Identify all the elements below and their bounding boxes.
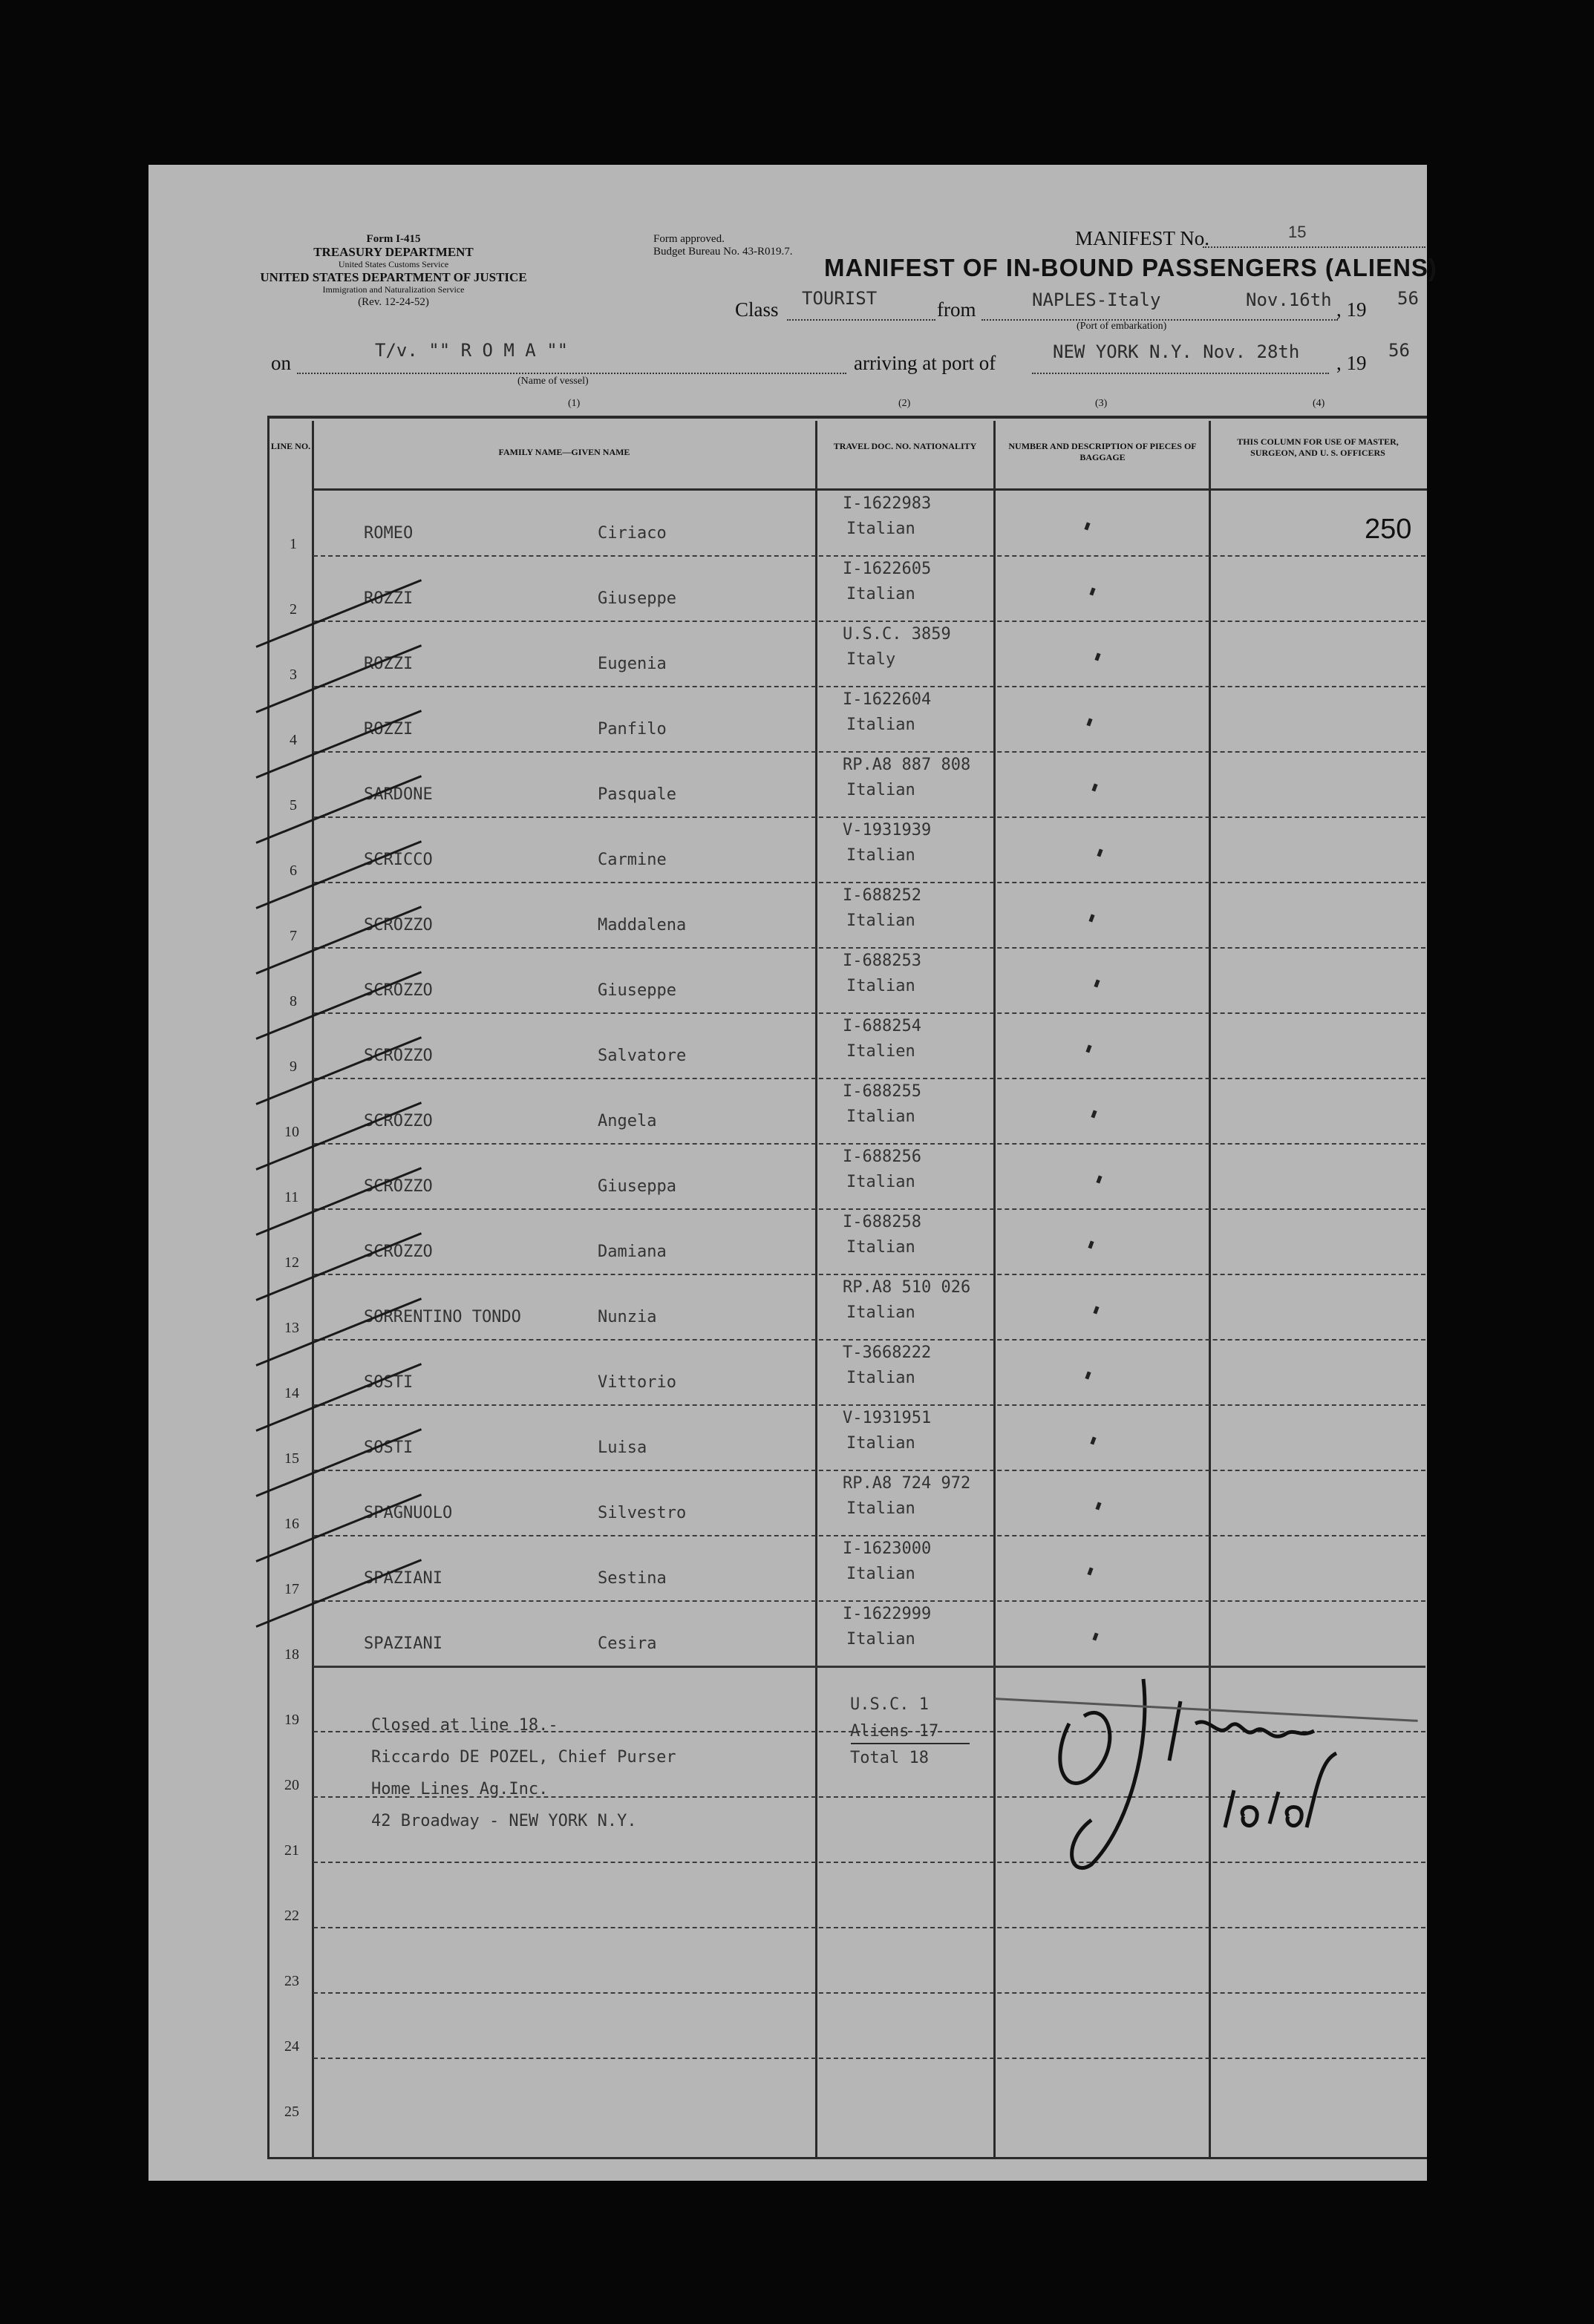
baggage-tick [1097,848,1103,857]
check-mark [255,579,422,648]
treasury-dept: TREASURY DEPARTMENT [313,245,474,259]
baggage-tick [1088,1240,1094,1248]
family-name: SARDONE [364,785,433,804]
from-value: NAPLES-Italy [1032,289,1161,310]
travel-doc-number: RP.A8 510 026 [843,1278,971,1297]
col-officers-header: THIS COLUMN FOR USE OF MASTER, SURGEON, AND U. S. OFFICERS [1237,436,1399,458]
check-mark [255,644,422,713]
row-rule [313,751,1425,753]
given-name: Vittorio [598,1373,676,1392]
ins-service: Immigration and Naturalization Service [322,284,465,295]
check-mark [255,775,422,844]
row-rule [313,1143,1425,1145]
travel-doc-number: I-688254 [843,1017,921,1035]
table-bottom-rule [267,2157,1427,2159]
family-name: SCROZZO [364,1112,433,1130]
customs-service: United States Customs Service [338,259,449,269]
given-name: Damiana [598,1243,667,1261]
officer-number: 250 [1365,514,1412,545]
check-mark [255,971,422,1040]
port-embark-caption: (Port of embarkation) [1077,321,1167,332]
row-rule [313,1927,1425,1928]
row-rule [313,1078,1425,1079]
baggage-tick [1094,652,1100,661]
check-mark [255,840,422,909]
year-label-2: , 19 [1336,352,1367,374]
nationality: Italian [846,1434,915,1453]
baggage-tick [1096,1175,1102,1183]
col-num-4: (4) [1313,398,1325,409]
line-number: 6 [290,863,297,879]
class-value: TOURIST [802,288,878,309]
line-number: 7 [290,928,297,944]
given-name: Silvestro [598,1504,687,1522]
arrival-value: NEW YORK N.Y. Nov. 28th [1053,341,1300,362]
line-number: 19 [284,1712,299,1728]
row-rule [313,1600,1425,1602]
given-name: Panfilo [598,720,667,739]
manifest-no-label: MANIFEST No. [1075,227,1210,249]
nationality: Italian [846,585,915,603]
justice-dept: UNITED STATES DEPARTMENT OF JUSTICE [260,270,527,284]
nationality: Italian [846,1369,915,1387]
line-number: 3 [290,667,297,683]
total-all: Total 18 [850,1749,929,1767]
line-number: 1 [290,536,297,552]
given-name: Giuseppe [598,981,676,1000]
line-number: 20 [284,1777,299,1793]
family-name: SORRENTINO TONDO [364,1308,521,1326]
row-rule [313,686,1425,687]
travel-doc-number: I-1623000 [843,1539,932,1558]
travel-doc-number: I-688252 [843,886,921,905]
baggage-tick [1092,1632,1098,1640]
doc-col-rule [993,421,996,2158]
line-number: 2 [290,601,297,618]
travel-doc-number: V-1931951 [843,1409,932,1427]
budget-bureau: Budget Bureau No. 43-R019.7. [653,246,793,258]
closing-line-2: Riccardo DE POZEL, Chief Purser [371,1748,676,1767]
baggage-tick [1085,1044,1091,1053]
check-mark [255,1559,422,1628]
family-name: ROZZI [364,655,414,673]
family-name: SCROZZO [364,916,433,934]
baggage-tick [1085,1371,1091,1379]
year-label-1: , 19 [1336,298,1367,321]
col-baggage-header: NUMBER AND DESCRIPTION OF PIECES OF BAGGAGE [1008,441,1197,462]
check-mark [255,906,422,975]
travel-doc-number: I-1622605 [843,560,932,578]
given-name: Luisa [598,1438,647,1457]
col-num-1: (1) [568,398,581,409]
travel-doc-number: V-1931939 [843,821,932,839]
row-rule [313,1012,1425,1014]
line-number: 13 [284,1320,299,1336]
travel-doc-number: I-688258 [843,1213,921,1231]
given-name: Salvatore [598,1047,687,1065]
check-mark [255,1428,422,1497]
officer-signature [1039,1657,1351,1879]
col-doc-header: TRAVEL DOC. NO. NATIONALITY [833,441,977,451]
nationality: Italian [846,1107,915,1126]
baggage-tick [1093,1306,1099,1314]
given-name: Cesira [598,1634,657,1653]
baggage-tick [1090,1436,1096,1444]
line-number: 24 [284,2038,299,2055]
row-rule [313,882,1425,883]
nationality: Italian [846,1238,915,1257]
line-number: 14 [284,1385,299,1401]
travel-doc-number: RP.A8 887 808 [843,756,971,774]
nationality: Italian [846,781,915,799]
baggage-tick [1089,587,1095,595]
travel-doc-number: U.S.C. 3859 [843,625,951,644]
family-name: SCROZZO [364,1243,433,1261]
closing-line-1: Closed at line 18.- [371,1716,558,1735]
year-value-2: 56 [1388,340,1410,361]
nationality: Italian [846,1499,915,1518]
manifest-page [148,165,1437,2181]
line-number: 17 [284,1581,299,1597]
nationality: Italian [846,520,915,538]
col-name-header: FAMILY NAME—GIVEN NAME [498,447,630,457]
check-mark [255,1297,422,1366]
family-name: SPAZIANI [364,1569,442,1588]
family-name: ROZZI [364,720,414,739]
vessel-caption: (Name of vessel) [517,376,589,387]
check-mark [255,1232,422,1301]
given-name: Pasquale [598,785,676,804]
col-line-header: LINE NO. [270,441,311,451]
line-number: 23 [284,1973,299,1989]
row-rule [313,1992,1425,1994]
line-number: 4 [290,732,297,748]
given-name: Giuseppe [598,589,676,608]
manifest-no-value: 15 [1288,223,1307,241]
line-number: 8 [290,993,297,1009]
line-number: 22 [284,1908,299,1924]
given-name: Nunzia [598,1308,657,1326]
baggage-col-rule [1209,421,1211,2158]
baggage-tick [1094,979,1100,987]
from-date: Nov.16th [1246,289,1332,310]
closing-line-3: Home Lines Ag.Inc. [371,1780,549,1798]
family-name: SCRICCO [364,851,433,869]
check-mark [255,1167,422,1236]
row-rule [313,2058,1425,2059]
travel-doc-number: I-1622604 [843,690,932,709]
class-label: Class [735,298,779,321]
check-mark [255,1363,422,1432]
table-top-rule [267,416,1427,419]
baggage-tick [1095,1502,1101,1510]
check-mark [255,710,422,779]
family-name: ROMEO [364,524,414,543]
given-name: Carmine [598,851,667,869]
manifest-title: MANIFEST OF IN-BOUND PASSENGERS (ALIENS) [824,254,1437,281]
line-number: 9 [290,1058,297,1075]
arriving-label: arriving at port of [854,352,996,374]
given-name: Angela [598,1112,657,1130]
family-name: SCROZZO [364,1047,433,1065]
given-name: Eugenia [598,655,667,673]
baggage-tick [1091,783,1097,791]
family-name: SPAGNUOLO [364,1504,453,1522]
line-number: 18 [284,1646,299,1663]
given-name: Ciriaco [598,524,667,543]
line-number: 15 [284,1450,299,1467]
form-number: Form I-415 [366,233,421,245]
family-name: SOSTI [364,1438,414,1457]
travel-doc-number: I-1622999 [843,1605,932,1623]
form-approved: Form approved. [653,233,725,245]
check-mark [255,1493,422,1562]
row-rule [313,621,1425,622]
family-name: SOSTI [364,1373,414,1392]
travel-doc-number: I-688255 [843,1082,921,1101]
from-label: from [937,298,976,321]
nationality: Italian [846,1303,915,1322]
nationality: Italian [846,846,915,865]
row-rule [313,1208,1425,1210]
row-rule [313,1274,1425,1275]
row-rule [313,1339,1425,1341]
nationality: Italian [846,1630,915,1649]
check-mark [255,1102,422,1171]
agency-block [260,233,527,309]
baggage-tick [1091,1110,1097,1118]
name-col-rule [815,421,817,2158]
total-rule [851,1743,970,1744]
family-name: SCROZZO [364,1177,433,1196]
nationality: Italian [846,911,915,930]
given-name: Sestina [598,1569,667,1588]
table-left-rule [267,416,270,2158]
line-number: 25 [284,2104,299,2120]
year-value-1: 56 [1397,288,1419,309]
nationality: Italien [846,1042,915,1061]
line-number: 16 [284,1516,299,1532]
travel-doc-number: RP.A8 724 972 [843,1474,971,1493]
travel-doc-number: I-1622983 [843,494,932,513]
row-rule [313,1535,1425,1536]
travel-doc-number: T-3668222 [843,1343,932,1362]
nationality: Italian [846,977,915,995]
line-number: 11 [284,1189,299,1205]
given-name: Giuseppa [598,1177,676,1196]
closing-line-4: 42 Broadway - NEW YORK N.Y. [371,1812,637,1830]
nationality: Italian [846,1173,915,1191]
baggage-tick [1088,914,1094,922]
revision: (Rev. 12-24-52) [358,296,429,308]
travel-doc-number: I-688256 [843,1148,921,1166]
col-num-3: (3) [1095,398,1108,409]
on-label: on [271,352,291,374]
nationality: Italian [846,1565,915,1583]
total-usc: U.S.C. 1 [850,1695,929,1714]
row-rule [313,1404,1425,1406]
nationality: Italian [846,716,915,734]
travel-doc-number: I-688253 [843,952,921,970]
check-mark [255,1036,422,1105]
baggage-tick [1087,1567,1093,1575]
family-name: SCROZZO [364,981,433,1000]
line-number: 21 [284,1842,299,1859]
line-number: 10 [284,1124,299,1140]
family-name: ROZZI [364,589,414,608]
nationality: Italy [846,650,896,669]
row-rule [313,555,1425,557]
baggage-tick [1084,522,1090,530]
given-name: Maddalena [598,916,687,934]
vessel-name: T/v. "" R O M A "" [375,340,569,361]
family-name: SPAZIANI [364,1634,442,1653]
col-num-2: (2) [898,398,911,409]
total-aliens: Aliens 17 [850,1722,939,1741]
header-bottom-rule [312,488,1427,491]
baggage-tick [1086,718,1092,726]
line-col-rule [312,421,314,2158]
line-number: 12 [284,1254,299,1271]
row-rule [313,947,1425,949]
line-number: 5 [290,797,297,814]
row-rule [313,816,1425,818]
row-rule [313,1470,1425,1471]
approval-block [653,233,792,258]
